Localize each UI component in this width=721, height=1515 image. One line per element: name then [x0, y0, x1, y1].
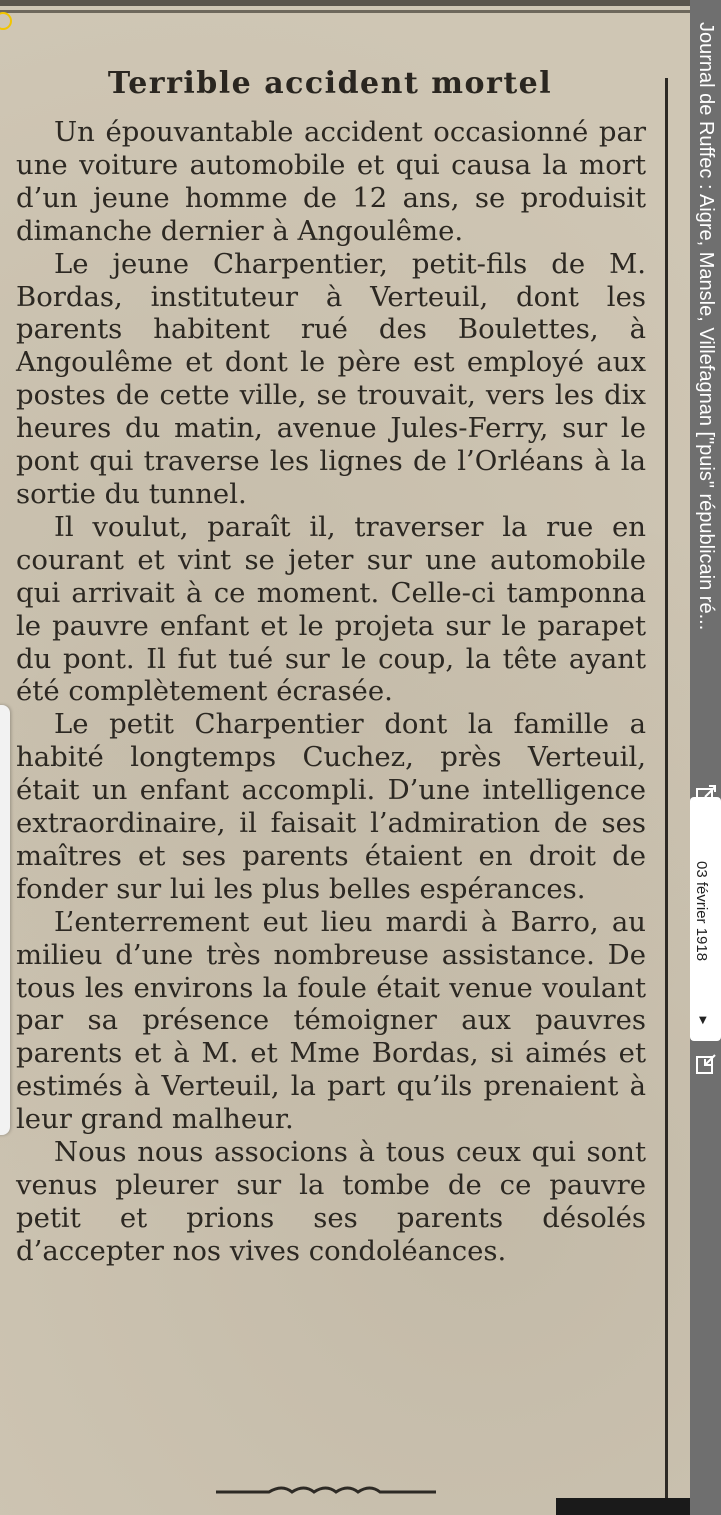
end-flourish — [214, 1480, 439, 1500]
issue-date: 03 février 1918 — [693, 861, 710, 962]
viewer-sidebar — [690, 0, 721, 1515]
article-paragraph: Nous nous associons à tous ceux qui sont venus pleurer sur la tombe de ce pauvre petit et prions ses parents désolés d’accepter nos vives condoléances. — [16, 1136, 646, 1267]
article-paragraph: Le jeune Charpentier, petit-fils de M. Bordas, instituteur à Verteuil, dont les parents habitent rué des Boulettes, à Angoulême et dont le père est employé aux postes de cette ville, se trouvait, vers les dix heures du matin, avenue Jules-Ferry, sur le pont qui traverse les lignes de l’Orléans à la sortie du tunnel. — [16, 247, 646, 510]
side-drawer-handle[interactable] — [0, 705, 10, 1135]
article-paragraph: Un épouvantable accident occasionné par une voiture automobile et qui causa la mort d’un jeune homme de 12 ans, se produisit dimanche dernier à Angoulême. — [16, 116, 646, 247]
corner-marker — [0, 12, 12, 30]
article-body — [16, 116, 646, 1268]
top-border-rule — [0, 0, 690, 18]
article-paragraph: Il voulut, paraît il, traverser la rue en courant et vint se jeter sur une automobile qui arrivait à ce moment. Celle-ci tamponna le pauvre enfant et le projeta sur le parapet du pont. Il fut tué sur le coup, la tête ayant été complètement écrasée. — [16, 510, 646, 708]
article-paragraph: Le petit Charpentier dont la famille a habité longtemps Cuchez, près Verteuil, était un enfant accompli. D’une intelligence extraordinaire, il faisait l’admiration de ses maîtres et ses parents étaient en droit de fonder sur lui les plus belles espérances. — [16, 708, 646, 905]
publication-title[interactable]: Journal de Ruffec : Aigre, Mansle, Villefagnan ["puis" républicain ré... — [695, 22, 717, 631]
article-paragraph: L’enterrement eut lieu mardi à Barro, au milieu d’une très nombreuse assistance. De tous les environs la foule était venue voulant par sa présence témoigner aux pauvres parents et à M. et Mme Bordas, si aimés et estimés à Verteuil, la part qu’ils prenaient à leur grand malheur. — [16, 905, 646, 1136]
page-import-icon[interactable] — [693, 1050, 719, 1076]
dropdown-arrow-icon[interactable]: ▼ — [699, 1015, 707, 1026]
date-selector[interactable] — [690, 797, 721, 1041]
bottom-edge-bar — [556, 1498, 690, 1515]
article-title: Terrible accident mortel — [107, 66, 553, 101]
column-divider — [665, 78, 668, 1508]
